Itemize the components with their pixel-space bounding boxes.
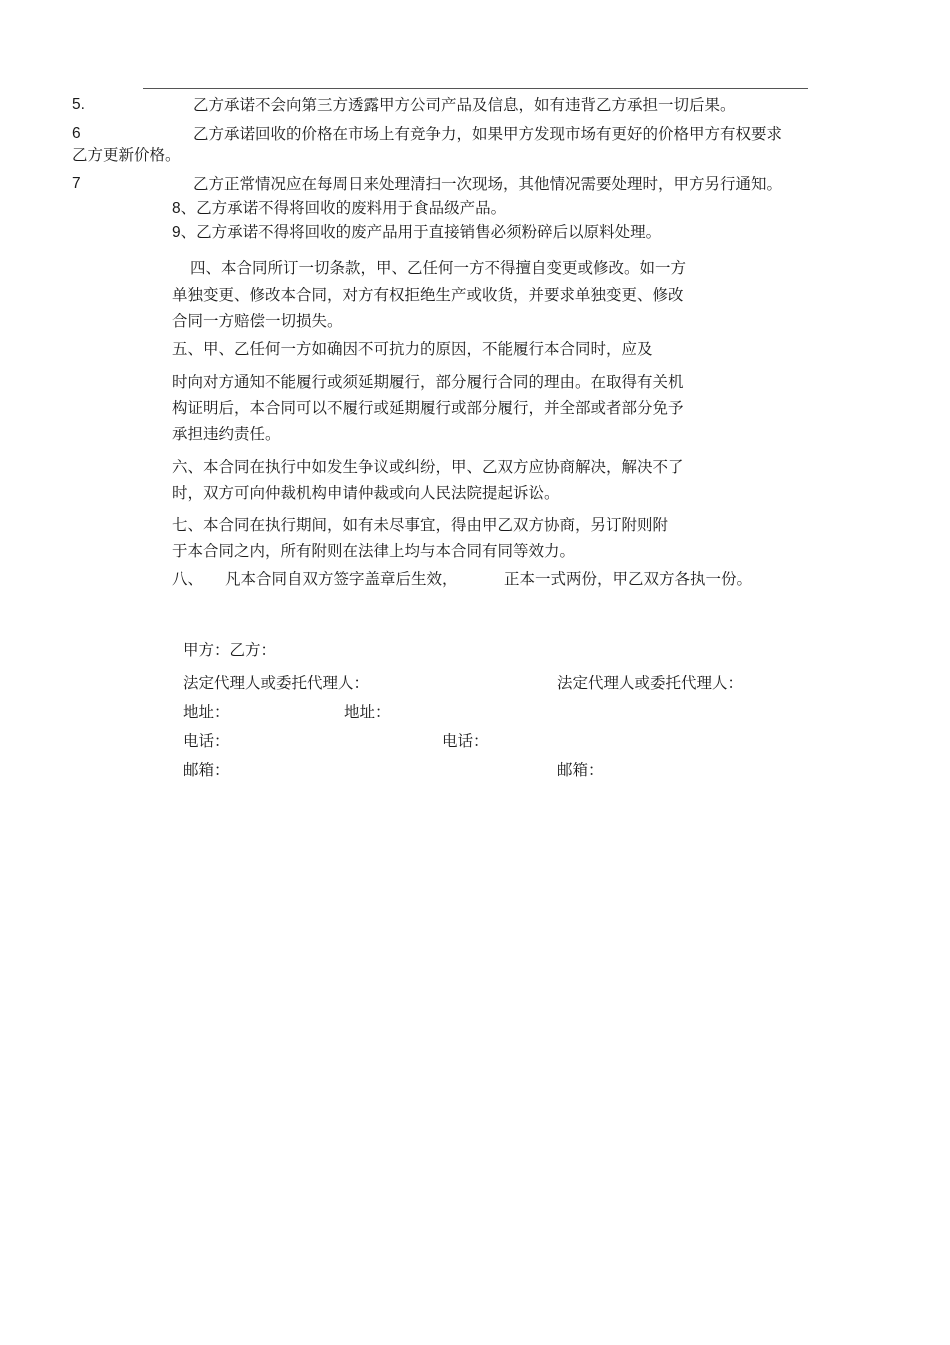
item-8-number: 8 <box>172 200 181 217</box>
party-a-phone-label: 电话： <box>183 732 230 750</box>
clause-four-line-1: 四、本合同所订一切条款，甲、乙任何一方不得擅自变更或修改。如一方 <box>190 259 687 277</box>
clause-eight-part-1: 凡本合同自双方签字盖章后生效， <box>225 570 458 588</box>
party-a-agent-label: 法定代理人或委托代理人： <box>183 674 370 692</box>
clause-five-line-2: 时向对方通知不能履行或须延期履行，部分履行合同的理由。在取得有关机 <box>172 373 684 391</box>
item-8-text: 、乙方承诺不得将回收的废料用于食品级产品。 <box>180 199 507 217</box>
clause-five-line-3: 构证明后，本合同可以不履行或延期履行或部分履行，并全部或者部分免予 <box>172 399 684 417</box>
clause-seven-line-2: 于本合同之内，所有附则在法律上均与本合同有同等效力。 <box>172 542 576 560</box>
party-b-email-label: 邮箱： <box>557 761 604 779</box>
party-a-address-label: 地址： <box>183 703 230 721</box>
party-a-email-label: 邮箱： <box>183 761 230 779</box>
clause-five-line-1: 五、甲、乙任何一方如确因不可抗力的原因，不能履行本合同时，应及 <box>172 340 653 358</box>
party-b-phone-label: 电话： <box>442 732 489 750</box>
clause-eight-part-2: 正本一式两份，甲乙双方各执一份。 <box>504 570 753 588</box>
item-8 <box>172 198 506 219</box>
clause-seven-line-1: 七、本合同在执行期间，如有未尽事宜，得由甲乙双方协商，另订附则附 <box>172 516 669 534</box>
header-rule <box>143 88 808 89</box>
clause-eight-heading: 八、 <box>172 570 204 588</box>
item-5-number: 5. <box>72 96 85 113</box>
party-b-address-label: 地址： <box>344 703 391 721</box>
signature-parties: 甲方：乙方： <box>183 641 277 659</box>
clause-four-line-2: 单独变更、修改本合同，对方有权拒绝生产或收货，并要求单独变更、修改 <box>172 286 684 304</box>
clause-five-line-4: 承担违约责任。 <box>172 425 281 443</box>
item-7-number: 7 <box>72 175 81 192</box>
party-b-agent-label: 法定代理人或委托代理人： <box>557 674 744 692</box>
item-7-text: 乙方正常情况应在每周日来处理清扫一次现场，其他情况需要处理时，甲方另行通知。 <box>193 175 783 193</box>
clause-six-line-1: 六、本合同在执行中如发生争议或纠纷，甲、乙双方应协商解决，解决不了 <box>172 458 684 476</box>
item-9-text: 、乙方承诺不得将回收的废产品用于直接销售必须粉碎后以原料处理。 <box>180 223 662 241</box>
item-6-text: 乙方承诺回收的价格在市场上有竞争力，如果甲方发现市场有更好的价格甲方有权要求 <box>193 125 783 143</box>
item-9-number: 9 <box>172 224 181 241</box>
item-6-continuation: 乙方更新价格。 <box>72 146 181 164</box>
clause-four-line-3: 合同一方赔偿一切损失。 <box>172 312 343 330</box>
item-6-number: 6 <box>72 125 81 142</box>
item-9 <box>172 222 661 243</box>
clause-six-line-2: 时，双方可向仲裁机构申请仲裁或向人民法院提起诉讼。 <box>172 484 560 502</box>
item-5-text: 乙方承诺不会向第三方透露甲方公司产品及信息，如有违背乙方承担一切后果。 <box>193 96 736 114</box>
